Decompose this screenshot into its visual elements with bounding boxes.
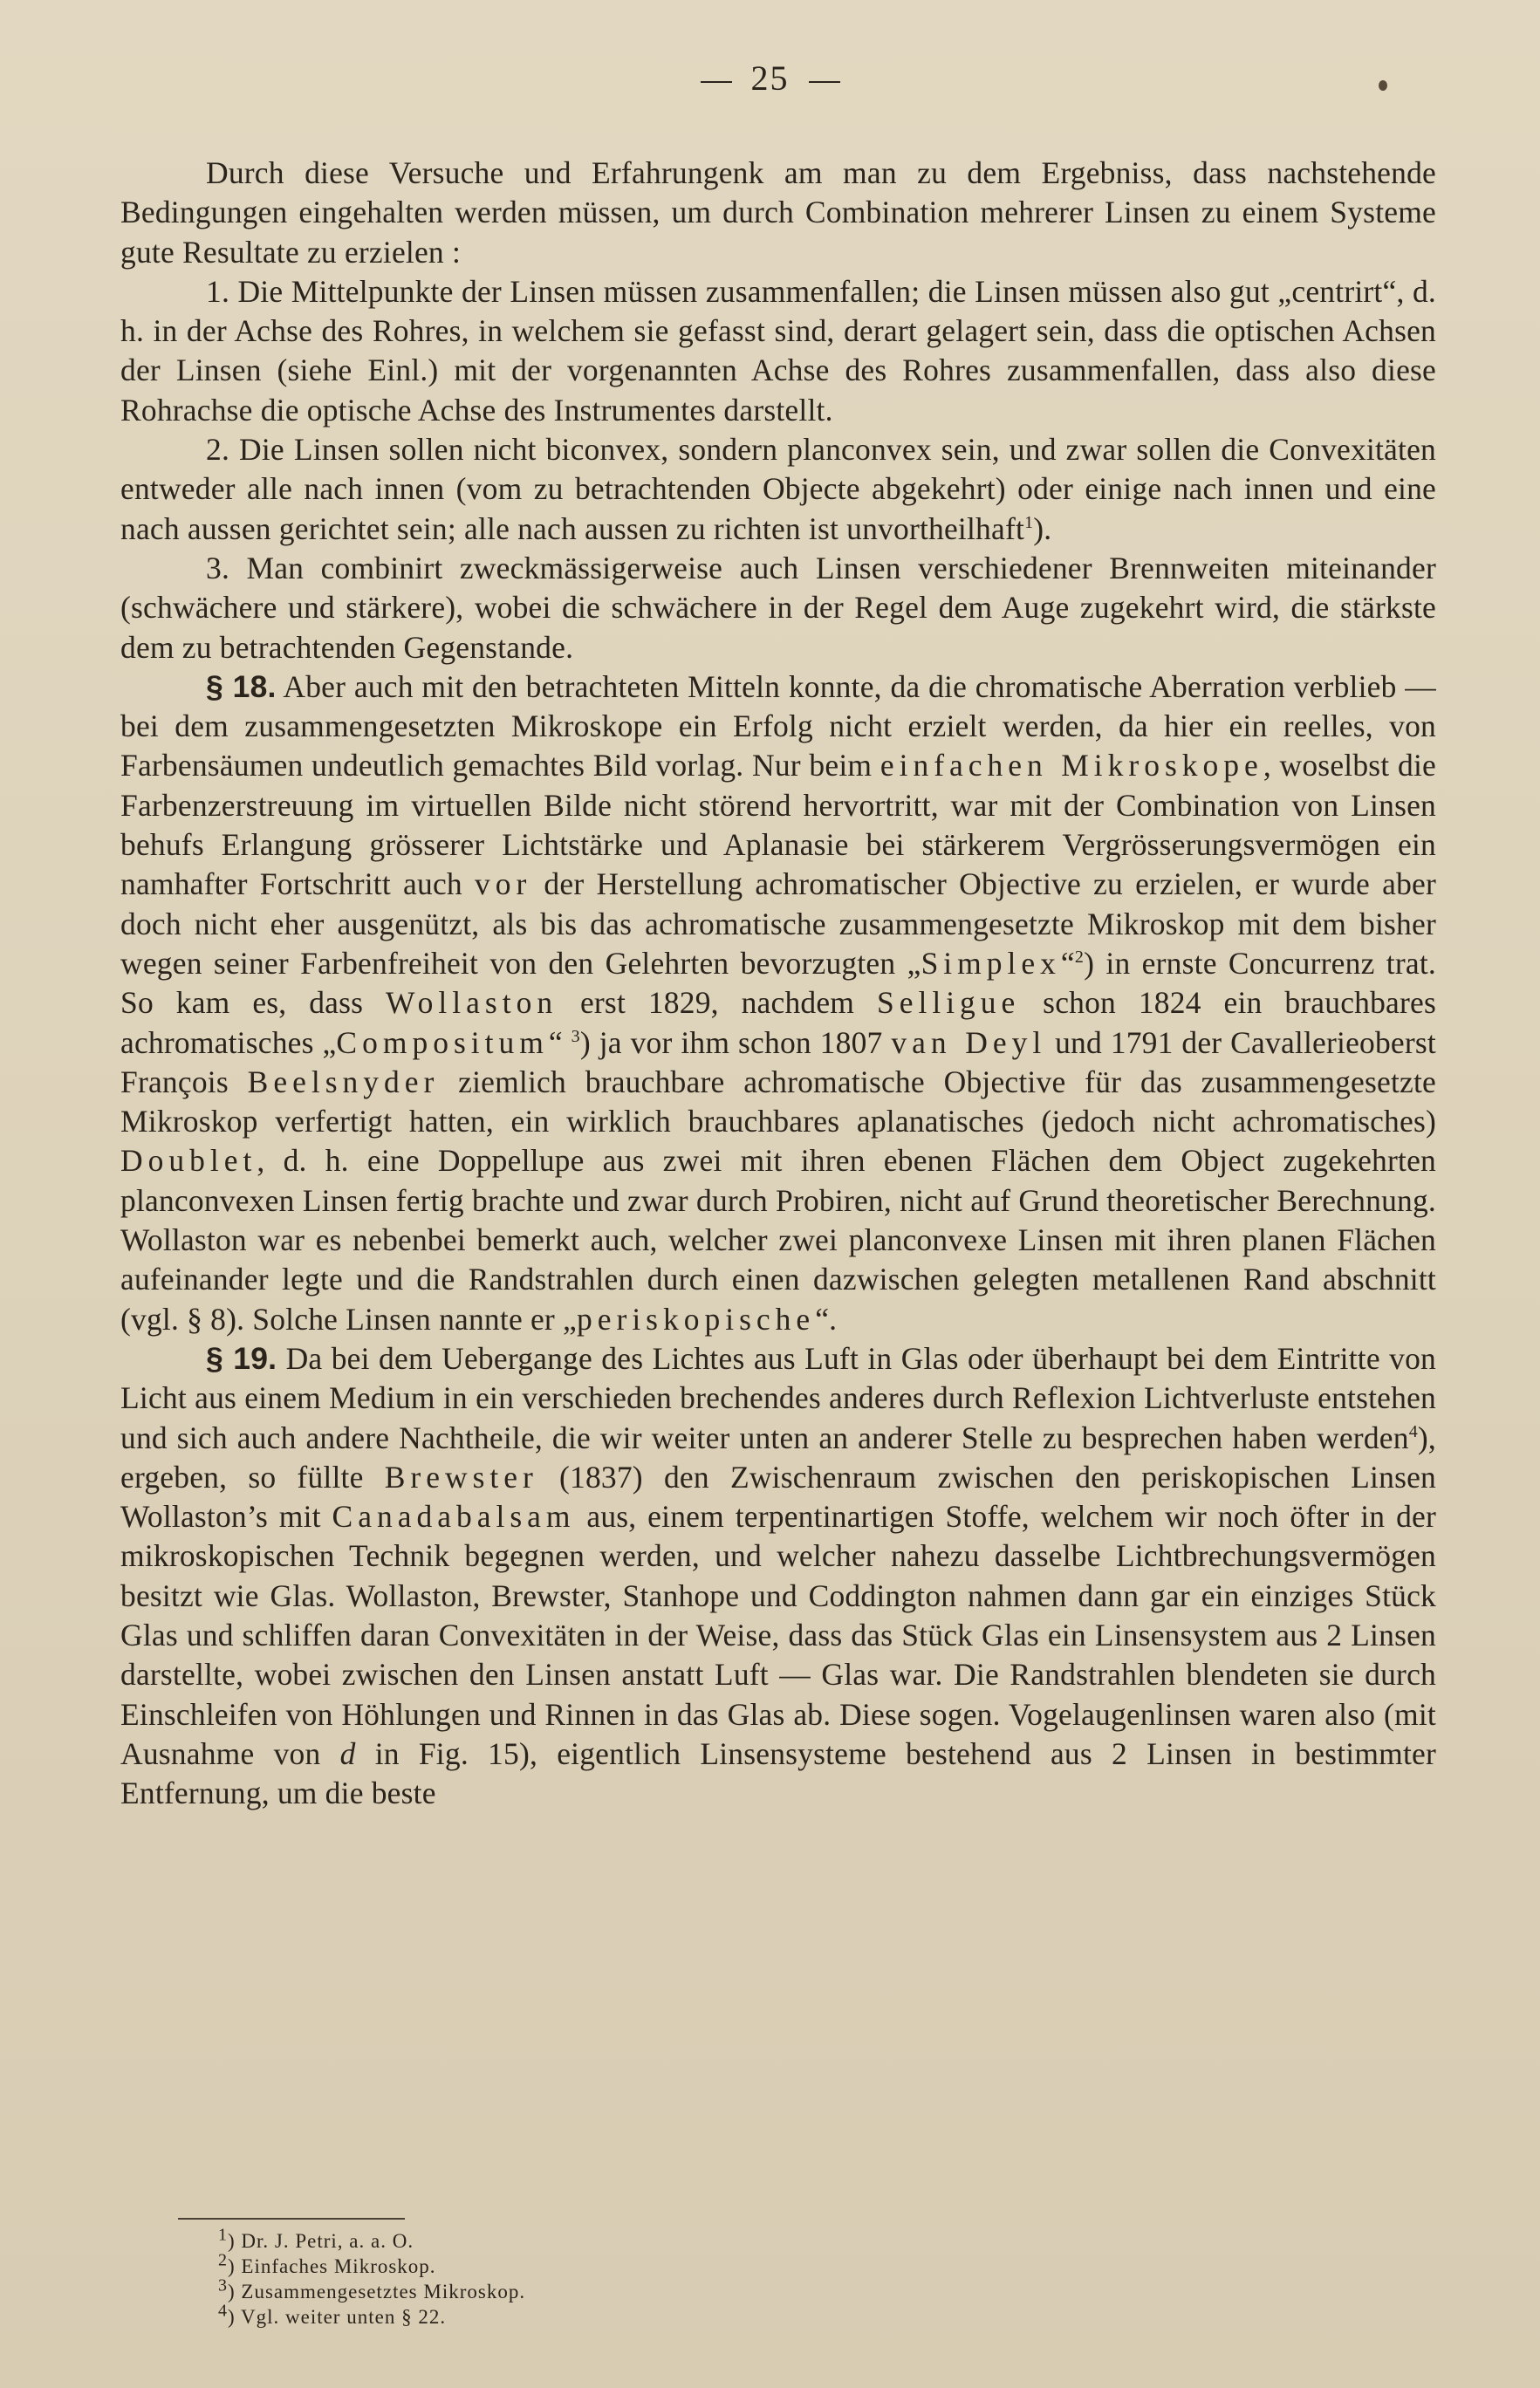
paragraph-rule-1: 1. Die Mittelpunkte der Linsen müssen zusammenfallen; die Linsen müssen also gut „centrirt“, d. h. in der Achse des Rohres, in welchem sie gefasst sind, derart gelagert sein, dass die optischen Achsen der Linsen (siehe Einl.) mit der vorgenannten Achse des Rohres zusammenfallen, dass also diese Rohrachse die optische Achse des Instrumentes darstellt. [120, 273, 1436, 428]
header-dash-left [701, 81, 732, 83]
page-header [0, 58, 1540, 99]
paragraph-intro: Durch diese Versuche und Erfahrungenk am man zu dem Ergebniss, dass nachstehende Bedingungen eingehalten werden müssen, um durch Combination mehrerer Linsen zu einem Systeme gute Resultate zu erzielen : [120, 155, 1436, 270]
paragraph-rule-3: 3. Man combinirt zweckmässigerweise auch Linsen verschiedener Brennweiten miteinander (schwächere und stärkere), wobei die schwächere in der Regel dem Auge zugekehrt wird, die stärkste dem zu betrachtenden Gegenstande. [120, 550, 1436, 665]
header-dash-right [809, 81, 840, 83]
paragraph-section-18: § 18. Aber auch mit den betrachteten Mitteln konnte, da die chromatische Aberration verblieb — bei dem zusammengesetzten Mikroskope ein Erfolg nicht erzielt werden, da hier ein reelles, von Farbensäumen undeutlich gemachtes Bild vorlag. Nur beim einfachen Mikroskope, woselbst die Farbenzerstreuung im virtuellen Bilde nicht störend hervortritt, war mit der Combination von Linsen behufs Erlangung grösserer Lichtstärke und Aplanasie bei stärkerem Vergrösserungsvermögen ein namhafter Fortschritt auch vor der Herstellung achromatischer Objective zu erzielen, er wurde aber doch nicht eher ausgenützt, als bis das achromatische zusammengesetzte Mikroskop mit dem bisher wegen seiner Farbenfreiheit von den Gelehrten bevorzugten „Simplex“$^2$) in ernste Concurrenz trat. So kam es, dass Wollaston erst 1829, nachdem Selligue schon 1824 ein brauchbares achromatisches „Compositum“ $^3$) ja vor ihm schon 1807 van Deyl und 1791 der Cavallerieoberst François Beelsnyder ziemlich brauchbare achromatische Objective für das zusammengesetzte Mikroskop verfertigt hatten, ein wirklich brauchbares aplanatisches (jedoch nicht achromatisches) Doublet, d. h. eine Doppellupe aus zwei mit ihren ebenen Flächen dem Object zugekehrten planconvexen Linsen fertig brachte und zwar durch Probiren, nicht auf Grund theoretischer Berechnung. Wollaston war es nebenbei bemerkt auch, welcher zwei planconvexe Linsen mit ihren planen Flächen aufeinander legte und die Randstrahlen durch einen dazwischen gelegten metallenen Rand abschnitt (vgl. § 8). Solche Linsen nannte er „periskopische“. [120, 668, 1437, 1337]
footnote: $^2$) Einfaches Mikroskop. [218, 2250, 436, 2277]
footnote-ref: 2 [1074, 948, 1085, 968]
paragraph-section-19: § 19. Da bei dem Uebergange des Lichtes aus Luft in Glas oder überhaupt bei dem Eintritte von Licht aus einem Medium in ein verschieden brechendes anderes durch Reflexion Lichtverluste entstehen und sich auch andere Nachtheile, die wir weiter unten an anderer Stelle zu besprechen haben werden$^4$), ergeben, so füllte Brewster (1837) den Zwischenraum zwischen den periskopischen Linsen Wollaston’s mit Canadabalsam aus, einem terpentinartigen Stoffe, welchem wir noch öfter in der mikroskopischen Technik begegnen werden, und welcher nahezu dasselbe Lichtbrechungsvermögen besitzt wie Glas. Wollaston, Brewster, Stanhope und Coddington nahmen dann gar ein einziges Stück Glas und schliffen daran Convexitäten in der Weise, dass das Stück Glas ein Linsensystem aus 2 Linsen darstellte, wobei zwischen den Linsen anstatt Luft — Glas war. Die Randstrahlen blendeten sie durch Einschleifen von Höhlungen und Rinnen in das Glas ab. Diese sogen. Vogelaugenlinsen waren also (mit Ausnahme von d in Fig. 15), eigentlich Linsensysteme bestehend aus 2 Linsen in bestimmter Entfernung, um die beste [120, 1340, 1436, 1811]
footnote-ref: 4 [1408, 1421, 1418, 1441]
body-text [120, 154, 1436, 1813]
footnote-ref: 3 [571, 1026, 580, 1046]
section-heading: § 19. [206, 1340, 277, 1376]
footnote-divider [178, 2218, 405, 2220]
paragraph-rule-2: 2. Die Linsen sollen nicht biconvex, sondern planconvex sein, und zwar sollen die Convexitäten entweder alle nach innen (vom zu betrachtenden Objecte abgekehrt) oder einige nach innen und eine nach aussen gerichtet sein; alle nach aussen zu richten ist unvortheilhaft$^1$). [120, 432, 1436, 546]
footnote-ref: 1 [1024, 512, 1034, 532]
section-heading: § 18. [206, 668, 277, 704]
footnotes [218, 2225, 1265, 2330]
footnote: $^3$) Zusammengesetztes Mikroskop. [218, 2275, 526, 2302]
page-number: 25 [750, 58, 790, 98]
footnote: $^4$) Vgl. weiter unten § 22. [218, 2301, 447, 2328]
footnote: $^1$) Dr. J. Petri, a. a. O. [218, 2225, 414, 2252]
